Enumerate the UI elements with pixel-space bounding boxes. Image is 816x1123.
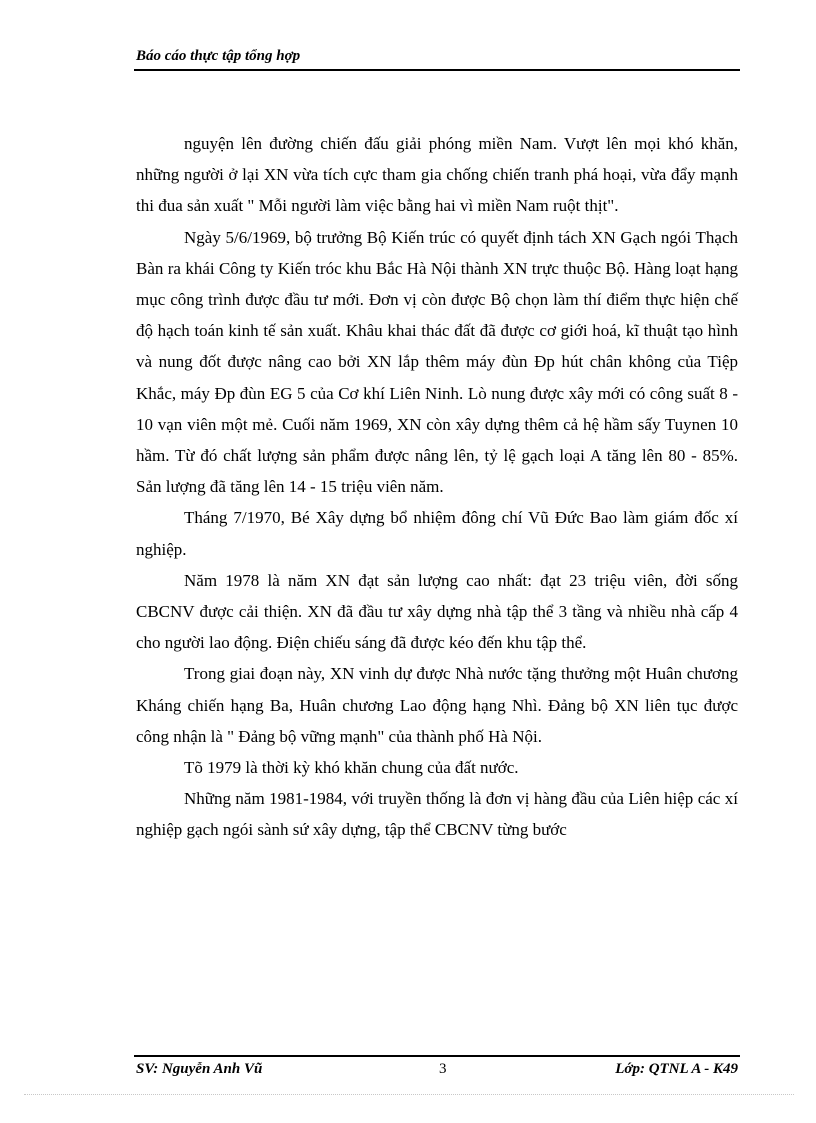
paragraph: Tõ 1979 là thời kỳ khó khăn chung của đất nước. — [184, 758, 519, 778]
paragraph: Tháng 7/1970, Bé Xây dựng bổ nhiệm đông chí Vũ Đức Bao làm giám đốc xí nghiệp. — [136, 508, 738, 559]
page-header-title: Báo cáo thực tập tổng hợp — [136, 48, 301, 64]
footer-page-number: 3 — [439, 1061, 447, 1077]
document-body — [136, 128, 738, 846]
footer-divider — [134, 1055, 740, 1057]
paragraph: Năm 1978 là năm XN đạt sản lượng cao nhất: đạt 23 triệu viên, đời sống CBCNV được cải thiện. XN đã đầu tư xây dựng nhà tập thể 3 tầng và nhiều nhà cấp 4 cho người lao động. Điện chiếu sáng đã được kéo đến khu tập thể. — [136, 570, 738, 653]
paragraph: nguyện lên đường chiến đấu giải phóng miền Nam. Vượt lên mọi khó khăn, những người ở lại XN vừa tích cực tham gia chống chiến tranh phá hoại, vừa đẩy mạnh thi đua sản xuất " Mỗi người làm việc bằng hai vì miền Nam ruột thịt". — [136, 134, 738, 216]
paragraph: Những năm 1981-1984, với truyền thống là đơn vị hàng đầu của Liên hiệp các xí nghiệp gạch ngói sành sứ xây dựng, tập thể CBCNV từng bước — [136, 789, 738, 840]
page-edge-divider — [24, 1094, 794, 1095]
footer-class-label: Lớp: QTNL A - K49 — [615, 1061, 738, 1077]
paragraph: Trong giai đoạn này, XN vinh dự được Nhà nước tặng thưởng một Huân chương Kháng chiến hạng Ba, Huân chương Lao động hạng Nhì. Đảng bộ XN liên tục được công nhận là " Đảng bộ vững mạnh" của thành phố Hà Nội. — [136, 664, 738, 746]
page-footer — [136, 1061, 738, 1081]
header-divider — [134, 69, 740, 71]
paragraph: Ngày 5/6/1969, bộ trưởng Bộ Kiến trúc có quyết định tách XN Gạch ngói Thạch Bàn ra khái Công ty Kiến tróc khu Bắc Hà Nội thành XN trực thuộc Bộ. Hàng loạt hạng mục công trình được đầu tư mới. Đơn vị còn được Bộ chọn làm thí điểm thực hiện chế độ hạch toán kinh tế sản xuất. Khâu khai thác đất đã được cơ giới hoá, kĩ thuật tạo hình và nung đốt được nâng cao bởi XN lắp thêm máy đùn Ðp hút chân không của Tiệp Khắc, máy Ðp đùn EG 5 của Cơ khí Liên Ninh. Lò nung được xây mới có công suất 8 - 10 vạn viên một mẻ. Cuối năm 1969, XN còn xây dựng thêm cả hệ hầm sấy Tuynen 10 hầm. Từ đó chất lượng sản phẩm được nâng lên, tỷ lệ gạch loại A tăng lên 80 - 85%. Sản lượng đã tăng lên 14 - 15 triệu viên năm. — [136, 227, 738, 497]
footer-student-name: SV: Nguyễn Anh Vũ — [136, 1061, 263, 1077]
